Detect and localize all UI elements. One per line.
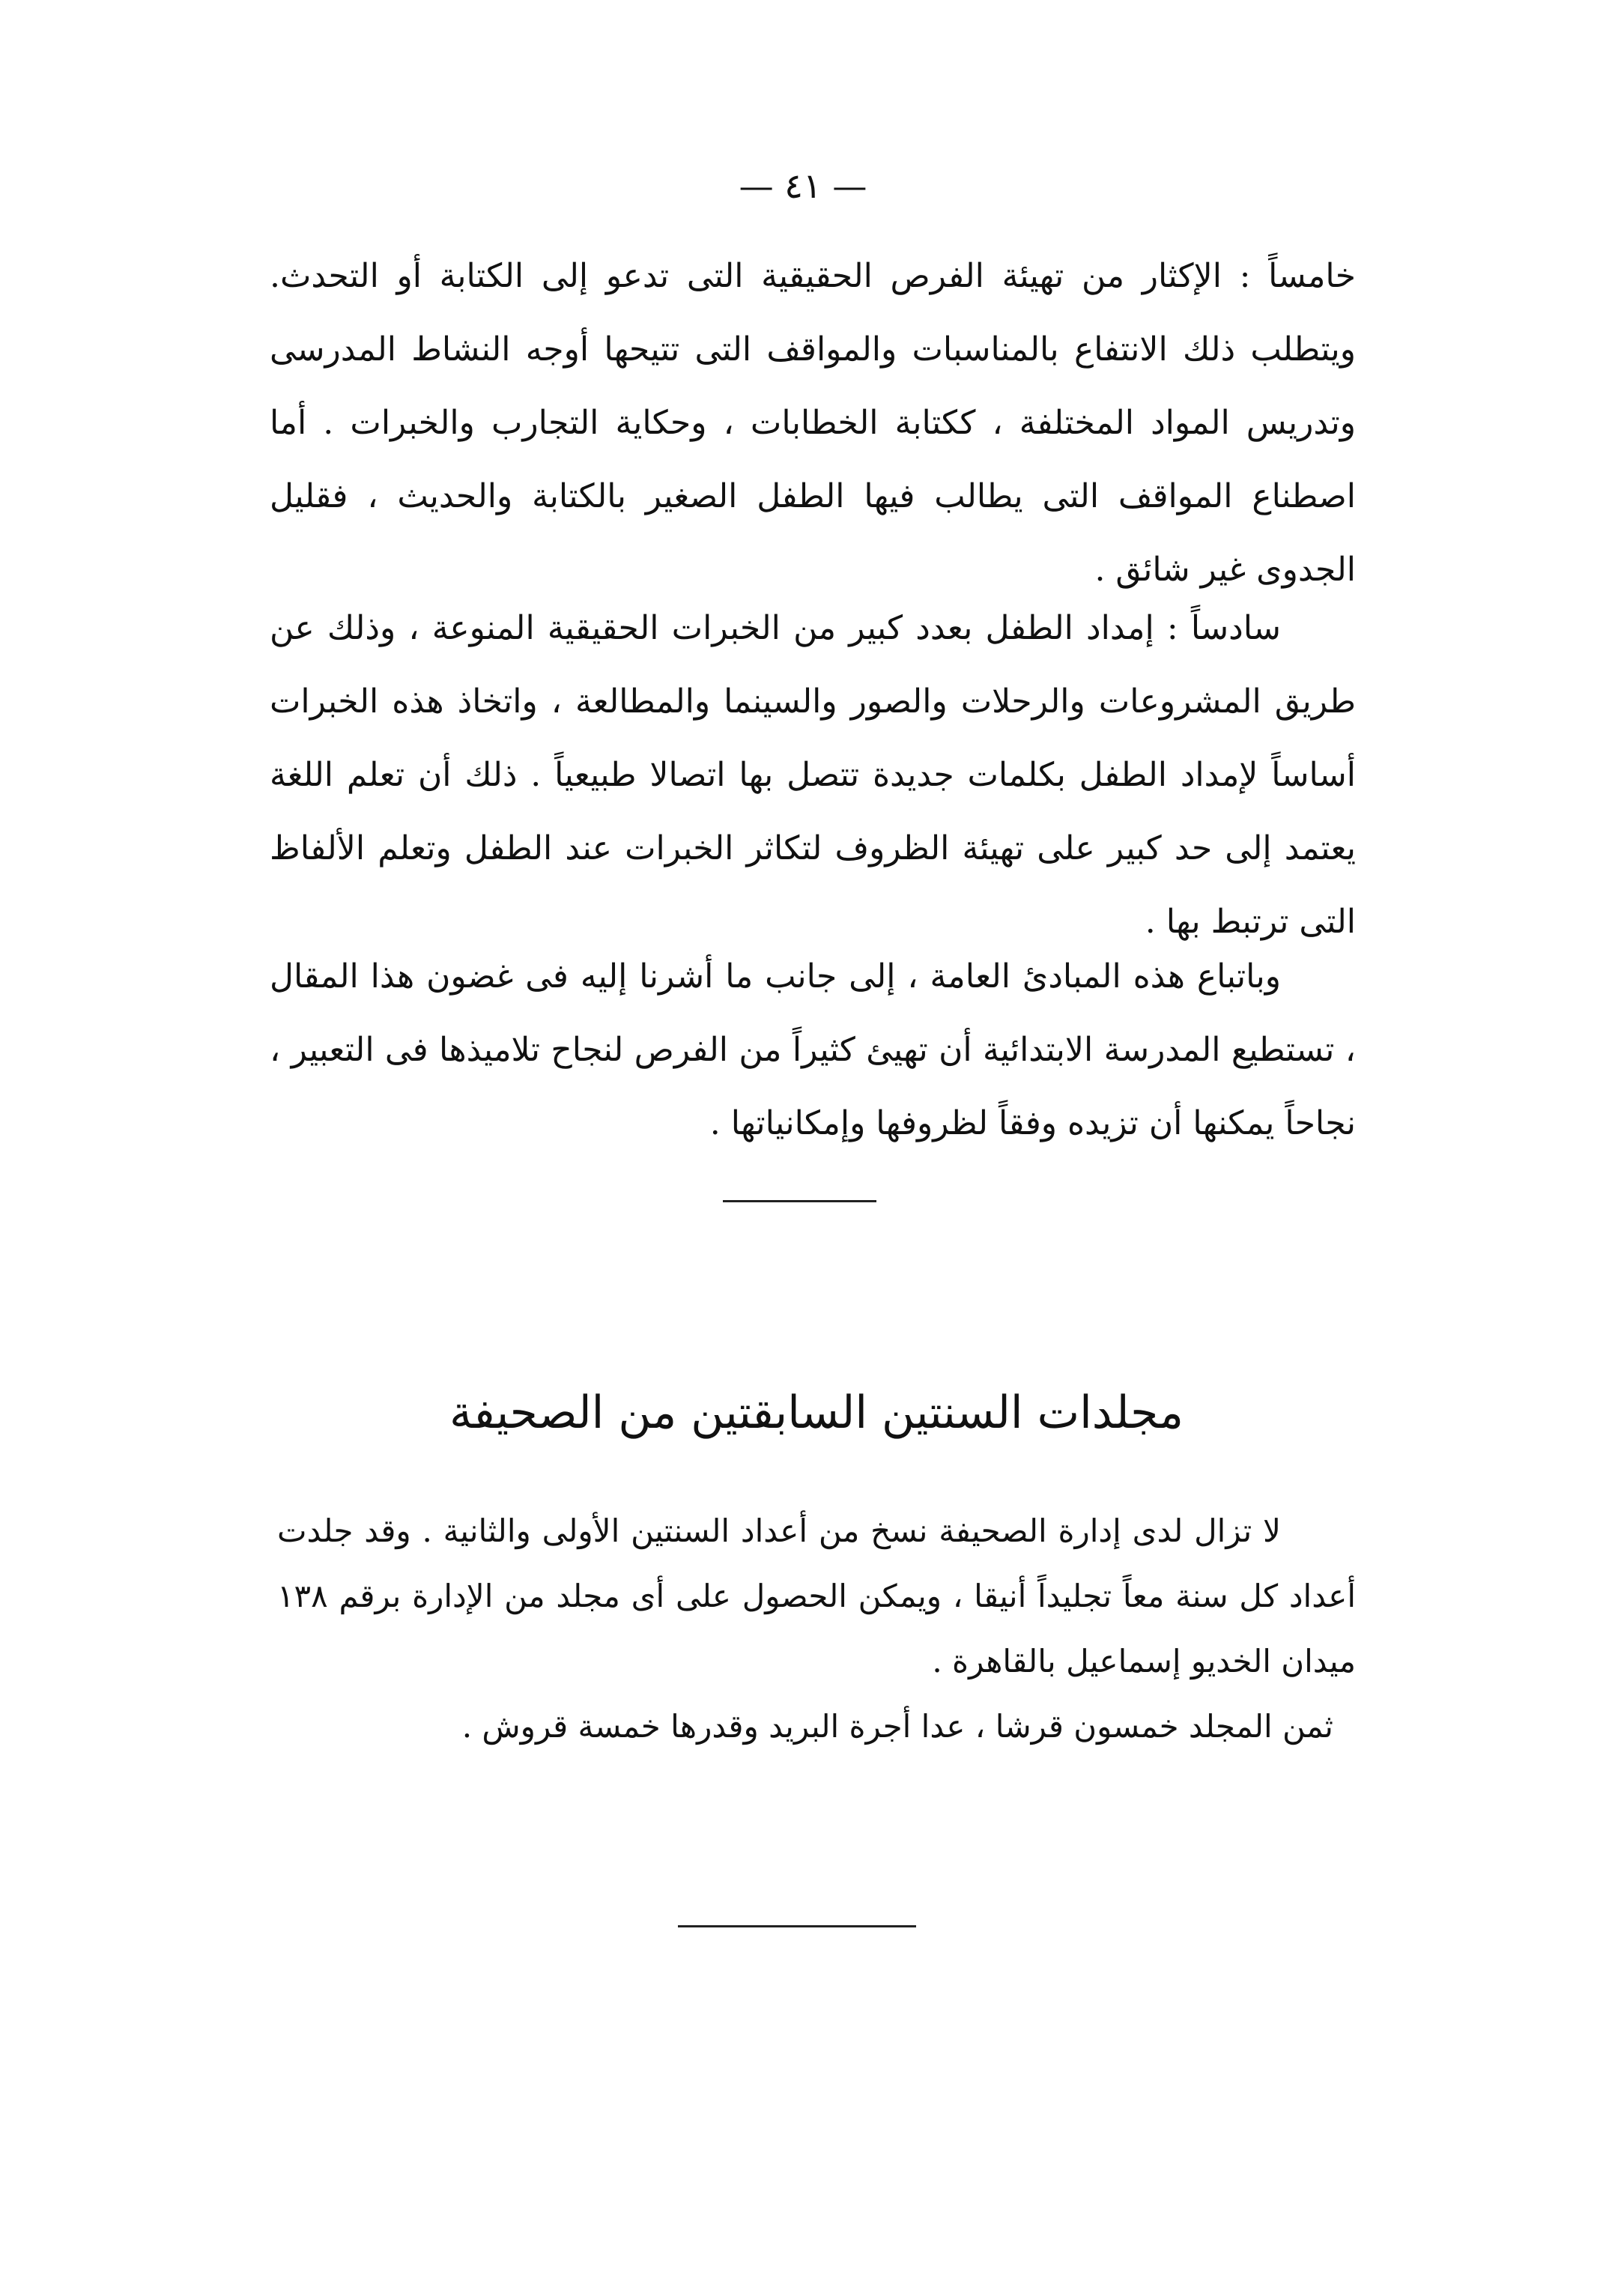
article-paragraph-fifth <box>270 240 1356 607</box>
article-paragraph-sixth <box>270 592 1356 959</box>
paragraph-text: سادساً : إمداد الطفل بعدد كبير من الخبرات الحقيقية المنوعة ، وذلك عن طريق المشروعات والرحلات والصور والسينما والمطالعة ، واتخاذ هذه الخبرات أساساً لإمداد الطفل بكلمات جديدة تتصل بها اتصالا طبيعياً . ذلك أن تعلم اللغة يعتمد إلى حد كبير على تهيئة الظروف لتكاثر الخبرات عند الطفل وتعلم الألفاظ التى ترتبط بها . <box>270 609 1356 941</box>
page-number: — ٤١ — <box>739 166 867 206</box>
notice-body <box>277 1498 1356 1759</box>
notice-price: ثمن المجلد خمسون قرشا ، عدا أجرة البريد وقدرها خمسة قروش . <box>461 1708 1333 1745</box>
notice-text: لا تزال لدى إدارة الصحيفة نسخ من أعداد السنتين الأولى والثانية . وقد جلدت أعداد كل سنة معاً تجليداً أنيقا ، ويمكن الحصول على أى مجلد من الإدارة برقم ١٣٨ ميدان الخديو إسماعيل بالقاهرة . <box>277 1512 1356 1679</box>
paragraph-text: خامساً : الإكثار من تهيئة الفرص الحقيقية التى تدعو إلى الكتابة أو التحدث. ويتطلب ذلك الانتفاع بالمناسبات والمواقف التى تتيحها أوجه النشاط المدرسى وتدريس المواد المختلفة ، ككتابة الخطابات ، وحكاية التجارب والخبرات . أما اصطناع المواقف التى يطالب فيها الطفل الصغير بالكتابة والحديث ، فقليل الجدوى غير شائق . <box>270 257 1356 589</box>
section-divider <box>723 1200 876 1202</box>
notice-heading: مجلدات السنتين السابقتين من الصحيفة <box>449 1387 1184 1439</box>
article-paragraph-conclusion <box>270 940 1356 1160</box>
end-divider <box>678 1925 916 1927</box>
paragraph-text: وباتباع هذه المبادئ العامة ، إلى جانب ما أشرنا إليه فى غضون هذا المقال ، تستطيع المدرسة الابتدائية أن تهيئ كثيراً من الفرص لنجاح تلاميذها فى التعبير ، نجاحاً يمكنها أن تزيده وفقاً لظروفها وإمكانياتها . <box>270 957 1356 1142</box>
